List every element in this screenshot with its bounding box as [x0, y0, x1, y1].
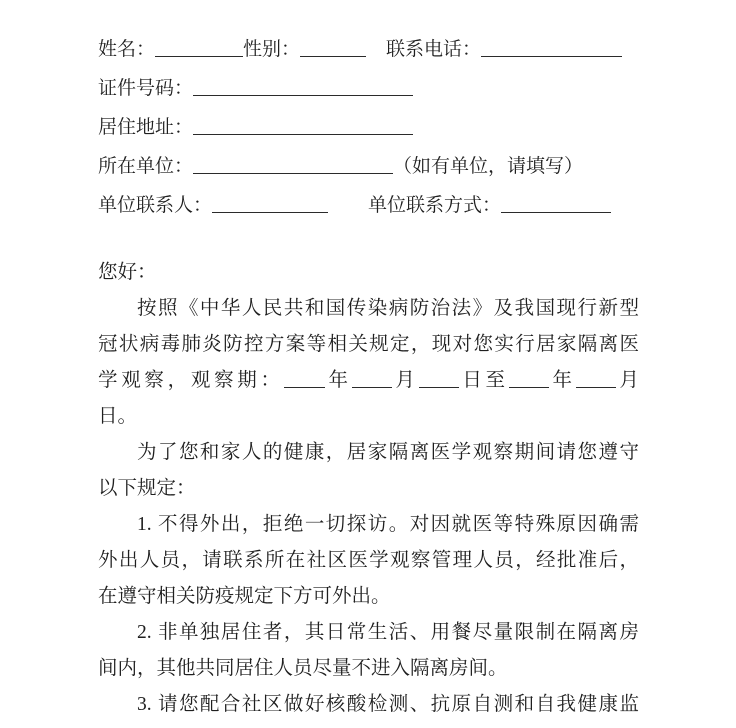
- form-row: [98, 69, 639, 108]
- text-run: 冠状病毒肺炎防控方案等相关规定，现对您实行居家隔离医: [98, 334, 639, 355]
- text-run: 年: [324, 370, 352, 391]
- blank-underline[interactable]: [501, 198, 611, 213]
- text-run: （如有单位，请填写）: [393, 156, 584, 177]
- text-run: 年: [548, 370, 576, 391]
- text-run: 3. 请您配合社区做好核酸检测、抗原自测和自我健康监: [137, 694, 639, 715]
- text-run: 证件号码：: [98, 78, 194, 99]
- blank-underline[interactable]: [419, 373, 459, 388]
- blank-underline[interactable]: [300, 42, 366, 57]
- text-run: 按照《中华人民共和国传染病防治法》及我国现行新型: [137, 298, 639, 319]
- paragraph-line: [98, 471, 639, 507]
- spacer: [328, 210, 368, 211]
- blank-underline[interactable]: [284, 373, 325, 388]
- paragraph-line: [98, 435, 639, 471]
- text-run: 日。: [98, 406, 138, 427]
- letter-body: [98, 255, 639, 723]
- text-run: 日至: [458, 370, 509, 391]
- text-run: 间内，其他共同居住人员尽量不进入隔离房间。: [98, 658, 508, 679]
- blank-underline[interactable]: [352, 373, 392, 388]
- paragraph-line: [98, 399, 639, 435]
- text-run: 单位联系人：: [98, 195, 213, 216]
- text-run: 为了您和家人的健康，居家隔离医学观察期间请您遵守: [137, 442, 639, 463]
- document-page: [98, 30, 639, 723]
- text-run: 单位联系方式：: [368, 195, 502, 216]
- form-row: [98, 186, 639, 225]
- paragraph-line: [98, 255, 639, 291]
- paragraph-line: [98, 579, 639, 615]
- text-run: 以下规定：: [98, 478, 196, 499]
- paragraph-line: [98, 543, 639, 579]
- text-run: 联系电话：: [386, 39, 482, 60]
- form-row: [98, 108, 639, 147]
- paragraph-line: [98, 363, 639, 399]
- paragraph-line: [98, 615, 639, 651]
- text-run: 1. 不得外出，拒绝一切探访。对因就医等特殊原因确需: [137, 514, 639, 535]
- blank-underline[interactable]: [193, 159, 393, 174]
- blank-underline[interactable]: [576, 373, 616, 388]
- form-row: [98, 30, 639, 69]
- form-row: [98, 147, 639, 186]
- text-run: 您好：: [98, 262, 157, 283]
- paragraph-line: [98, 651, 639, 687]
- text-run: 月: [615, 370, 639, 391]
- paragraph-line: [98, 327, 639, 363]
- text-run: 姓名：: [98, 39, 156, 60]
- blank-underline[interactable]: [509, 373, 549, 388]
- blank-underline[interactable]: [212, 198, 328, 213]
- blank-underline[interactable]: [193, 81, 413, 96]
- text-run: 性别：: [243, 39, 301, 60]
- text-run: 在遵守相关防疫规定下方可外出。: [98, 586, 391, 607]
- spacer: [366, 54, 386, 55]
- text-run: 外出人员，请联系所在社区医学观察管理人员，经批准后，: [98, 550, 639, 571]
- blank-underline[interactable]: [193, 120, 413, 135]
- paragraph-line: [98, 507, 639, 543]
- blank-underline[interactable]: [481, 42, 622, 57]
- text-run: 所在单位：: [98, 156, 194, 177]
- paragraph-line: [98, 291, 639, 327]
- blank-underline[interactable]: [155, 42, 243, 57]
- text-run: 2. 非单独居住者，其日常生活、用餐尽量限制在隔离房: [137, 622, 639, 643]
- text-run: 居住地址：: [98, 117, 194, 138]
- text-run: 学观察，观察期：: [98, 370, 284, 391]
- paragraph-line: [98, 687, 639, 723]
- form-section: [98, 30, 639, 225]
- text-run: 月: [391, 370, 419, 391]
